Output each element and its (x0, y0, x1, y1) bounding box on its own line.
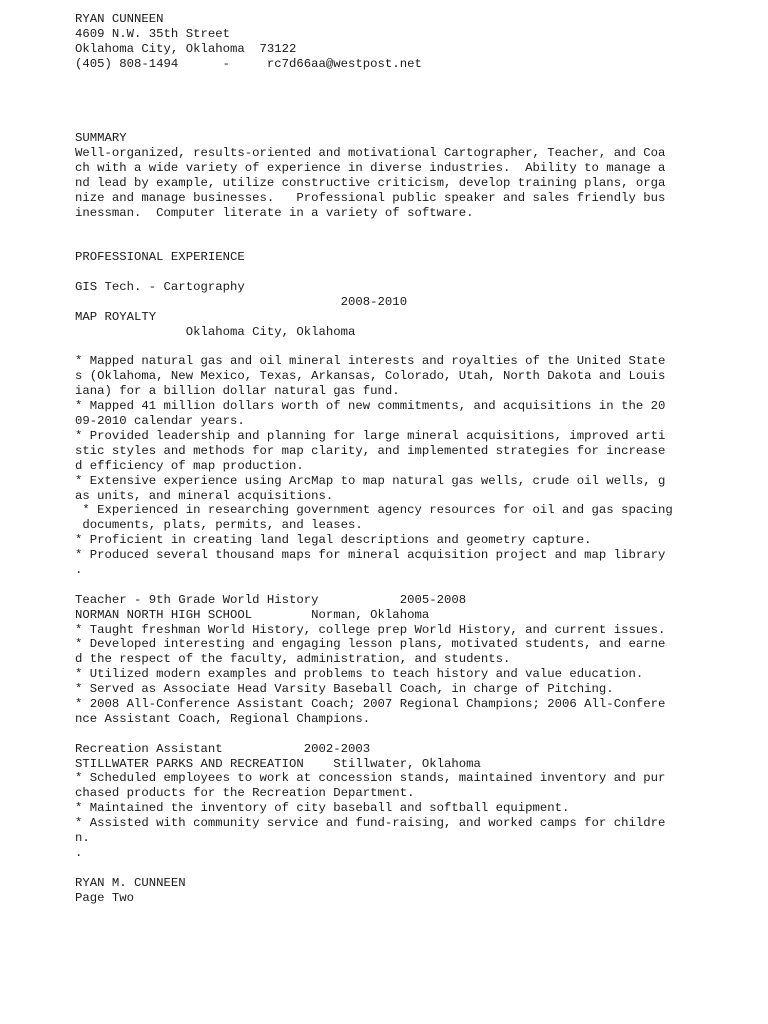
job-bullet-line: * Assisted with community service and fund-raising, and worked camps for childre (75, 816, 666, 831)
job-bullet-line: nce Assistant Coach, Regional Champions. (75, 711, 371, 726)
job-company-location: STILLWATER PARKS AND RECREATION Stillwater, Oklahoma (75, 756, 481, 771)
blank-line (75, 101, 755, 116)
blank-line (75, 578, 755, 593)
summary-line: nd lead by example, utilize constructive criticism, develop training plans, orga (75, 175, 666, 190)
blank-line (75, 220, 755, 235)
job-bullet-line: * Experienced in researching government agency resources for oil and gas spacing (75, 503, 673, 518)
job-company: MAP ROYALTY (75, 309, 157, 324)
city-state-zip: Oklahoma City, Oklahoma 73122 (75, 41, 297, 56)
job-bullet-line: . (75, 845, 83, 860)
blank-line (75, 265, 755, 280)
summary-heading: SUMMARY (75, 131, 127, 146)
job-location: Oklahoma City, Oklahoma (75, 324, 356, 339)
job-bullet-line: d efficiency of map production. (75, 458, 304, 473)
resume-page (75, 12, 755, 905)
job-bullet-line: * Proficient in creating land legal descriptions and geometry capture. (75, 533, 592, 548)
job-bullet-line: stic styles and methods for map clarity, and implemented strategies for increase (75, 443, 666, 458)
job-bullet-line: * Developed interesting and engaging lesson plans, motivated students, and earne (75, 637, 666, 652)
job-title-dates: Teacher - 9th Grade World History 2005-2008 (75, 592, 467, 607)
job-bullet-line: * Utilized modern examples and problems to teach history and value education. (75, 667, 644, 682)
job-bullet-line: s (Oklahoma, New Mexico, Texas, Arkansas, Colorado, Utah, North Dakota and Louis (75, 369, 666, 384)
job-bullet-line: * 2008 All-Conference Assistant Coach; 2007 Regional Champions; 2006 All-Confere (75, 696, 666, 711)
applicant-name: RYAN CUNNEEN (75, 12, 164, 26)
job-bullet-line: * Scheduled employees to work at concession stands, maintained inventory and pur (75, 771, 666, 786)
summary-line: inessman. Computer literate in a variety of software. (75, 205, 474, 220)
summary-line: ch with a wide variety of experience in diverse industries. Ability to manage a (75, 160, 666, 175)
blank-line (75, 72, 755, 87)
blank-line (75, 235, 755, 250)
job-bullet-line: chased products for the Recreation Department. (75, 786, 415, 801)
job-dates: 2008-2010 (75, 294, 408, 309)
blank-line (75, 861, 755, 876)
blank-line (75, 116, 755, 131)
job-company-location: NORMAN NORTH HIGH SCHOOL Norman, Oklahoma (75, 607, 430, 622)
experience-heading: PROFESSIONAL EXPERIENCE (75, 250, 245, 265)
job-title-dates: Recreation Assistant 2002-2003 (75, 741, 371, 756)
job-bullet-line: * Extensive experience using ArcMap to map natural gas wells, crude oil wells, g (75, 473, 666, 488)
blank-line (75, 340, 755, 355)
job-title: GIS Tech. - Cartography (75, 280, 245, 295)
summary-line: Well-organized, results-oriented and motivational Cartographer, Teacher, and Coa (75, 146, 666, 161)
page-number: Page Two (75, 890, 135, 905)
job-bullet-line: d the respect of the faculty, administration, and students. (75, 652, 511, 667)
street-address: 4609 N.W. 35th Street (75, 26, 230, 41)
job-bullet-line: * Produced several thousand maps for mineral acquisition project and map library (75, 548, 666, 563)
job-bullet-line: as units, and mineral acquisitions. (75, 488, 334, 503)
job-bullet-line: * Mapped 41 million dollars worth of new commitments, and acquisitions in the 20 (75, 399, 666, 414)
blank-line (75, 727, 755, 742)
job-bullet-line: . (75, 562, 83, 577)
job-bullet-line: n. (75, 830, 90, 845)
job-bullet-line: * Mapped natural gas and oil mineral interests and royalties of the United State (75, 354, 666, 369)
phone-email-line: (405) 808-1494 - rc7d66aa@westpost.net (75, 56, 422, 71)
footer-name: RYAN M. CUNNEEN (75, 875, 186, 890)
job-bullet-line: iana) for a billion dollar natural gas fund. (75, 384, 400, 399)
job-bullet-line: * Taught freshman World History, college prep World History, and current issues. (75, 622, 666, 637)
blank-line (75, 86, 755, 101)
job-bullet-line: * Provided leadership and planning for large mineral acquisitions, improved arti (75, 428, 666, 443)
job-bullet-line: * Maintained the inventory of city baseball and softball equipment. (75, 801, 570, 816)
job-bullet-line: 09-2010 calendar years. (75, 414, 245, 429)
summary-line: nize and manage businesses. Professional public speaker and sales friendly bus (75, 190, 666, 205)
job-bullet-line: * Served as Associate Head Varsity Baseball Coach, in charge of Pitching. (75, 682, 614, 697)
job-bullet-line: documents, plats, permits, and leases. (75, 518, 363, 533)
